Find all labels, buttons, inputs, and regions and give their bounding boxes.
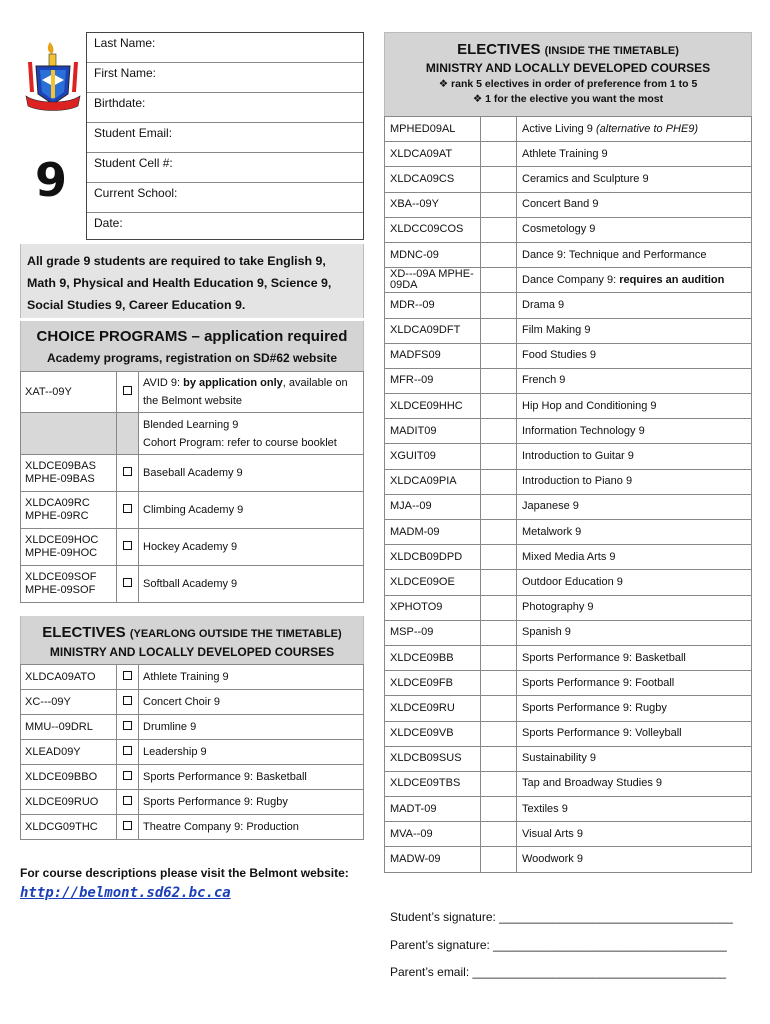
code-line: MPHE-09SOF <box>25 584 96 596</box>
rank-input[interactable] <box>481 595 517 620</box>
course-label-text: Sports Performance 9: Rugby <box>522 701 667 714</box>
rank-input[interactable] <box>481 620 517 645</box>
table-row <box>21 740 364 765</box>
rank-input[interactable] <box>481 343 517 368</box>
course-label: Athlete Training 9 <box>139 665 364 690</box>
table-row <box>385 570 752 595</box>
course-label <box>517 394 752 419</box>
course-code: MVA--09 <box>385 822 481 847</box>
course-label <box>517 847 752 872</box>
course-code: XLDCB09DPD <box>385 545 481 570</box>
course-label: Drumline 9 <box>139 715 364 740</box>
course-code: MSP--09 <box>385 620 481 645</box>
course-code: MDNC-09 <box>385 242 481 267</box>
table-row <box>385 620 752 645</box>
avid-label: AVID 9: <box>143 377 184 389</box>
rank-input[interactable] <box>481 167 517 192</box>
table-row <box>385 822 752 847</box>
course-label <box>517 419 752 444</box>
course-code: XLDCA09DFT <box>385 318 481 343</box>
ranking-instruction-1: ❖ rank 5 electives in order of preference from 1 to 5 <box>438 78 698 90</box>
table-row <box>385 771 752 796</box>
course-code: XPHOTO9 <box>385 595 481 620</box>
course-label-text: Visual Arts 9 <box>522 827 583 840</box>
rank-input[interactable] <box>481 671 517 696</box>
course-code <box>21 566 117 603</box>
course-label <box>517 746 752 771</box>
yearlong-title-main: ELECTIVES <box>42 624 126 641</box>
course-code: XLDCE09RU <box>385 696 481 721</box>
course-code: XLDCE09HHC <box>385 394 481 419</box>
rank-input[interactable] <box>481 192 517 217</box>
rank-input[interactable] <box>481 797 517 822</box>
table-row <box>385 419 752 444</box>
course-code: MFR--09 <box>385 368 481 393</box>
course-label <box>517 293 752 318</box>
course-code: MPHED09AL <box>385 117 481 142</box>
birthdate-label: Birthdate: <box>94 96 146 110</box>
course-code: XC---09Y <box>21 690 117 715</box>
checkbox-athlete-training[interactable] <box>117 665 139 690</box>
course-label <box>517 192 752 217</box>
rank-input[interactable] <box>481 444 517 469</box>
course-label-text: Drama 9 <box>522 298 565 311</box>
checkbox-icon <box>123 504 132 513</box>
course-label <box>517 721 752 746</box>
course-label-text: Tap and Broadway Studies 9 <box>522 777 663 790</box>
table-row <box>21 790 364 815</box>
course-code: XLDCE09OE <box>385 570 481 595</box>
date-field[interactable] <box>87 213 363 239</box>
code-line: MPHE-09HOC <box>25 547 98 559</box>
rank-input[interactable] <box>481 142 517 167</box>
checkbox-icon <box>123 821 132 830</box>
course-label <box>517 645 752 670</box>
table-row <box>21 413 364 455</box>
course-code: XLDCC09COS <box>385 217 481 242</box>
grade-number: 9 <box>34 153 67 207</box>
course-label-text: Sports Performance 9: Basketball <box>522 651 686 664</box>
table-row <box>385 721 752 746</box>
checkbox-theatre-company[interactable] <box>117 815 139 840</box>
rank-input[interactable] <box>481 721 517 746</box>
course-code: XLDCA09PIA <box>385 469 481 494</box>
table-row <box>21 690 364 715</box>
course-code: XLDCA09CS <box>385 167 481 192</box>
checkbox-baseball[interactable] <box>117 455 139 492</box>
table-row <box>385 847 752 872</box>
course-label <box>517 469 752 494</box>
course-label <box>517 570 752 595</box>
course-label: Leadership 9 <box>139 740 364 765</box>
table-row <box>385 117 752 142</box>
parent-signature-line[interactable]: Parent’s signature: ___________________________________ <box>390 938 727 952</box>
rank-input[interactable] <box>481 696 517 721</box>
timetable-title-main: ELECTIVES <box>457 41 541 58</box>
table-row <box>385 469 752 494</box>
rank-input[interactable] <box>481 771 517 796</box>
birthdate-field[interactable] <box>87 93 363 123</box>
blended-title: Blended Learning 9 <box>143 418 239 431</box>
course-label: Baseball Academy 9 <box>139 455 364 492</box>
rank-input[interactable] <box>481 469 517 494</box>
rank-input[interactable] <box>481 268 517 293</box>
timetable-title-note: (INSIDE THE TIMETABLE) <box>544 45 679 57</box>
course-code: MADIT09 <box>385 419 481 444</box>
course-code: MDR--09 <box>385 293 481 318</box>
course-code: MADT-09 <box>385 797 481 822</box>
rank-input[interactable] <box>481 494 517 519</box>
course-label-text: Athlete Training 9 <box>522 147 608 160</box>
timetable-title <box>385 41 751 58</box>
rank-input[interactable] <box>481 117 517 142</box>
table-row <box>21 529 364 566</box>
last-name-field[interactable] <box>87 33 363 63</box>
table-row <box>385 696 752 721</box>
course-code: XD---09A MPHE-09DA <box>385 268 481 293</box>
code-line: XLDCE09SOF <box>25 571 97 583</box>
course-code <box>21 455 117 492</box>
table-row <box>385 746 752 771</box>
table-row <box>385 520 752 545</box>
website-link[interactable]: http://belmont.sd62.bc.ca <box>20 885 231 901</box>
yearlong-subtitle: MINISTRY AND LOCALLY DEVELOPED COURSES <box>49 645 335 659</box>
checkbox-icon <box>123 578 132 587</box>
table-row <box>21 715 364 740</box>
course-label: Hockey Academy 9 <box>139 529 364 566</box>
course-label-text: Ceramics and Sculpture 9 <box>522 172 649 185</box>
course-label <box>139 413 364 455</box>
course-label: Sports Performance 9: Rugby <box>139 790 364 815</box>
course-label <box>517 142 752 167</box>
table-row <box>21 372 364 413</box>
course-code <box>21 492 117 529</box>
choice-programs-header <box>20 321 364 371</box>
course-label-text: Introduction to Guitar 9 <box>522 450 634 463</box>
course-label <box>517 117 752 142</box>
choice-programs-title: CHOICE PROGRAMS – application required <box>36 328 348 345</box>
required-courses-note: All grade 9 students are required to take English 9, Math 9, Physical and Health Education 9, Science 9, Social Studies 9, Career Education 9. <box>20 244 364 318</box>
course-label-text: Food Studies 9 <box>522 349 596 362</box>
checkbox-sports-basketball[interactable] <box>117 765 139 790</box>
table-row <box>385 242 752 267</box>
table-row <box>385 293 752 318</box>
table-row <box>21 566 364 603</box>
course-label-text: Woodwork 9 <box>522 853 583 866</box>
table-row <box>21 765 364 790</box>
code-line: MPHE-09RC <box>25 510 89 522</box>
course-label-text: Japanese 9 <box>522 500 579 513</box>
code-line: MPHE-09BAS <box>25 473 95 485</box>
student-signature-line[interactable]: Student’s signature: ___________________________________ <box>390 910 733 924</box>
table-row <box>385 671 752 696</box>
table-row <box>21 665 364 690</box>
course-label <box>139 372 364 413</box>
course-label-text: Active Living 9 <box>522 122 596 135</box>
student-cell-field[interactable] <box>87 153 363 183</box>
course-label-text: Hip Hop and Conditioning 9 <box>522 399 657 412</box>
course-code: XLDCG09THC <box>21 815 117 840</box>
last-name-label: Last Name: <box>94 36 156 50</box>
course-label-text: Concert Band 9 <box>522 198 599 211</box>
yearlong-title <box>21 624 363 641</box>
rank-input[interactable] <box>481 318 517 343</box>
course-label <box>517 797 752 822</box>
course-label <box>517 167 752 192</box>
course-label <box>517 696 752 721</box>
rank-input[interactable] <box>481 394 517 419</box>
course-label-text: Cosmetology 9 <box>522 223 596 236</box>
course-label <box>517 242 752 267</box>
course-label: Concert Choir 9 <box>139 690 364 715</box>
course-code: XLDCE09RUO <box>21 790 117 815</box>
course-label-text: Sports Performance 9: Volleyball <box>522 727 682 740</box>
course-label: Softball Academy 9 <box>139 566 364 603</box>
rank-input[interactable] <box>481 746 517 771</box>
course-label <box>517 545 752 570</box>
course-label-text: Dance Company 9: <box>522 273 620 286</box>
checkbox-icon <box>123 696 132 705</box>
course-label-text: Information Technology 9 <box>522 424 645 437</box>
course-code: XLDCE09TBS <box>385 771 481 796</box>
choice-programs-subtitle: Academy programs, registration on SD#62 website <box>46 351 338 365</box>
course-label: Sports Performance 9: Basketball <box>139 765 364 790</box>
course-label-text: Sustainability 9 <box>522 752 596 765</box>
parent-email-line[interactable]: Parent’s email: ______________________________________ <box>390 965 727 979</box>
rank-input[interactable] <box>481 293 517 318</box>
rank-input[interactable] <box>481 520 517 545</box>
checkbox-concert-choir[interactable] <box>117 690 139 715</box>
course-code: XLDCA09AT <box>385 142 481 167</box>
course-label-text: Metalwork 9 <box>522 525 582 538</box>
date-label: Date: <box>94 216 123 230</box>
table-row <box>385 545 752 570</box>
course-label-requirement: requires an audition <box>619 273 725 286</box>
table-row <box>385 368 752 393</box>
checkbox-icon <box>123 746 132 755</box>
course-label <box>517 444 752 469</box>
ranking-instruction-2: ❖ 1 for the elective you want the most <box>472 93 664 105</box>
course-code: XBA--09Y <box>385 192 481 217</box>
course-label-text: Dance 9: Technique and Performance <box>522 248 707 261</box>
course-label <box>517 671 752 696</box>
rank-input[interactable] <box>481 545 517 570</box>
course-code: MMU--09DRL <box>21 715 117 740</box>
course-code: XLDCE09FB <box>385 671 481 696</box>
course-code: MADFS09 <box>385 343 481 368</box>
timetable-electives-header <box>384 32 752 116</box>
table-row <box>385 167 752 192</box>
first-name-label: First Name: <box>94 66 157 80</box>
table-row <box>385 494 752 519</box>
yearlong-title-note: (YEARLONG OUTSIDE THE TIMETABLE) <box>129 628 342 640</box>
checkbox-icon <box>123 771 132 780</box>
table-row <box>385 797 752 822</box>
table-row <box>21 492 364 529</box>
course-label-text: French 9 <box>522 374 566 387</box>
checkbox-leadership[interactable] <box>117 740 139 765</box>
student-info-form <box>86 32 364 240</box>
course-label-text: Photography 9 <box>522 601 594 614</box>
course-label: Climbing Academy 9 <box>139 492 364 529</box>
avid-requirement: by application only <box>183 377 283 389</box>
course-label <box>517 520 752 545</box>
rank-input[interactable] <box>481 368 517 393</box>
table-row <box>385 318 752 343</box>
student-email-field[interactable] <box>87 123 363 153</box>
course-label <box>517 595 752 620</box>
table-row <box>385 268 752 293</box>
yearlong-electives-header <box>20 616 364 664</box>
course-label-text: Mixed Media Arts 9 <box>522 550 616 563</box>
checkbox-drumline[interactable] <box>117 715 139 740</box>
checkbox-sports-rugby[interactable] <box>117 790 139 815</box>
student-cell-label: Student Cell #: <box>94 156 173 170</box>
table-row <box>385 217 752 242</box>
blank-cell <box>21 413 117 455</box>
school-crest-logo <box>22 40 84 116</box>
student-email-label: Student Email: <box>94 126 173 140</box>
course-label <box>517 217 752 242</box>
table-row <box>385 394 752 419</box>
current-school-field[interactable] <box>87 183 363 213</box>
current-school-label: Current School: <box>94 186 178 200</box>
table-row <box>385 343 752 368</box>
checkbox-avid[interactable] <box>117 372 139 413</box>
timetable-electives-table <box>384 116 752 873</box>
course-label <box>517 268 752 293</box>
code-line: XLDCA09RC <box>25 497 90 509</box>
table-row <box>385 595 752 620</box>
choice-programs-table <box>20 371 364 603</box>
table-row <box>385 444 752 469</box>
course-label-text: Sports Performance 9: Football <box>522 676 675 689</box>
checkbox-softball[interactable] <box>117 566 139 603</box>
blank-cell <box>117 413 139 455</box>
course-code: MJA--09 <box>385 494 481 519</box>
rank-input[interactable] <box>481 645 517 670</box>
checkbox-climbing[interactable] <box>117 492 139 529</box>
blended-note: Cohort Program: refer to course booklet <box>143 436 337 449</box>
course-label-note: (alternative to PHE9) <box>595 122 699 135</box>
table-row <box>21 455 364 492</box>
course-label <box>517 368 752 393</box>
course-code: MADM-09 <box>385 520 481 545</box>
course-label <box>517 343 752 368</box>
course-label <box>517 822 752 847</box>
course-label <box>517 620 752 645</box>
checkbox-icon <box>123 721 132 730</box>
course-code: XLDCB09SUS <box>385 746 481 771</box>
course-code: XAT--09Y <box>21 372 117 413</box>
checkbox-icon <box>123 386 132 395</box>
table-row <box>385 142 752 167</box>
rank-input[interactable] <box>481 570 517 595</box>
course-code: MADW-09 <box>385 847 481 872</box>
rank-input[interactable] <box>481 847 517 872</box>
checkbox-icon <box>123 671 132 680</box>
course-label <box>517 494 752 519</box>
course-label-text: Introduction to Piano 9 <box>522 475 633 488</box>
rank-input[interactable] <box>481 242 517 267</box>
table-row <box>385 645 752 670</box>
course-code: XGUIT09 <box>385 444 481 469</box>
first-name-field[interactable] <box>87 63 363 93</box>
checkbox-icon <box>123 467 132 476</box>
checkbox-icon <box>123 541 132 550</box>
table-row <box>21 815 364 840</box>
course-label-text: Outdoor Education 9 <box>522 575 623 588</box>
rank-input[interactable] <box>481 419 517 444</box>
course-code: XLDCE09BB <box>385 645 481 670</box>
rank-input[interactable] <box>481 217 517 242</box>
course-code: XLDCE09VB <box>385 721 481 746</box>
timetable-subtitle: MINISTRY AND LOCALLY DEVELOPED COURSES <box>425 61 711 75</box>
course-code: XLDCE09BBO <box>21 765 117 790</box>
course-code <box>21 529 117 566</box>
code-line: XLDCE09HOC <box>25 534 99 546</box>
checkbox-icon <box>123 796 132 805</box>
yearlong-electives-table <box>20 664 364 840</box>
rank-input[interactable] <box>481 822 517 847</box>
course-code: XLDCA09ATO <box>21 665 117 690</box>
avid-note: , available on the Belmont website <box>143 377 348 407</box>
course-label-text: Film Making 9 <box>522 324 591 337</box>
course-code: XLEAD09Y <box>21 740 117 765</box>
timetable-electives-body <box>385 117 752 873</box>
course-label: Theatre Company 9: Production <box>139 815 364 840</box>
table-row <box>385 192 752 217</box>
code-line: XLDCE09BAS <box>25 460 96 472</box>
course-label <box>517 771 752 796</box>
visit-website-note: For course descriptions please visit the Belmont website: <box>20 866 349 880</box>
course-label-text: Spanish 9 <box>522 626 571 639</box>
course-label-text: Textiles 9 <box>522 802 568 815</box>
checkbox-hockey[interactable] <box>117 529 139 566</box>
course-label <box>517 318 752 343</box>
